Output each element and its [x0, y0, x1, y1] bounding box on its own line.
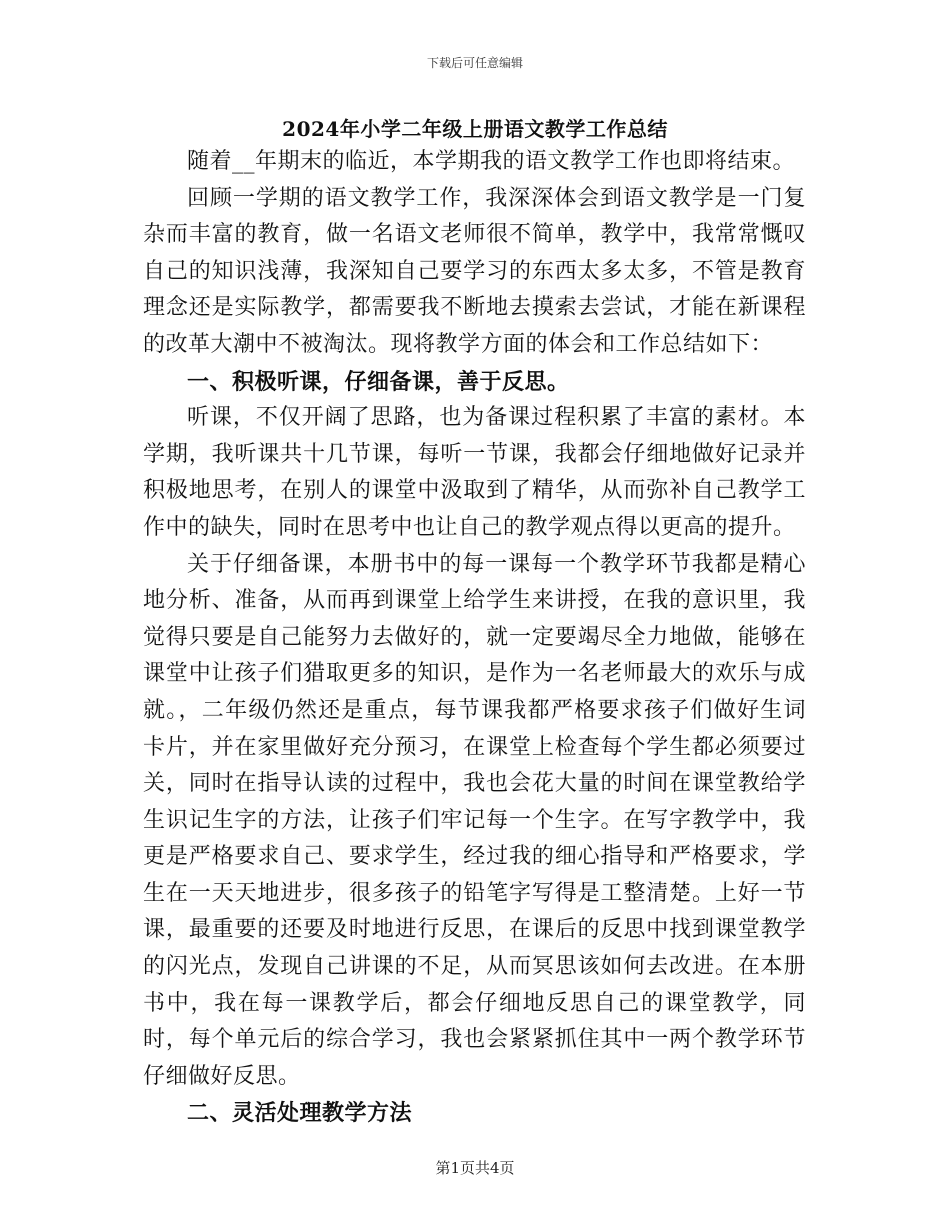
- document-title: 2024年小学二年级上册语文教学工作总结: [282, 117, 668, 141]
- intro-paragraph: 随着__年期末的临近，本学期我的语文教学工作也即将结束。: [187, 149, 796, 174]
- listening-paragraph: 听课，不仅开阔了思路，也为备课过程积累了丰富的素材。本学期，我听课共十几节课，每听一节课，我都会仔细地做好记录并积极地思考，在别人的课堂中汲取到了精华，从而弥补自己教学工作中的缺失，同时在思考中也让自己的教学观点得以更高的提升。: [143, 405, 806, 540]
- page-footer: 第1页共4页: [435, 1159, 515, 1177]
- document-body: [143, 144, 806, 1132]
- header-note: 下载后可任意编辑: [426, 56, 523, 70]
- review-paragraph: 回顾一学期的语文教学工作，我深深体会到语文教学是一门复杂而丰富的教育，做一名语文老师很不简单，教学中，我常常慨叹自己的知识浅薄，我深知自己要学习的东西太多太多，不管是教育理念还是实际教学，都需要我不断地去摸索去尝试，才能在新课程的改革大潮中不被淘汰。现将教学方面的体会和工作总结如下：: [143, 185, 806, 357]
- section-heading-1: 一、积极听课，仔细备课，善于反思。: [187, 368, 570, 395]
- preparation-paragraph: 关于仔细备课，本册书中的每一课每一个教学环节我都是精心地分析、准备，从而再到课堂上给学生来讲授，在我的意识里，我觉得只要是自己能努力去做好的，就一定要竭尽全力地做，能够在课堂中让孩子们猎取更多的知识，是作为一名老师最大的欢乐与成就。，二年级仍然还是重点，每节课我都严格要求孩子们做好生词卡片，并在家里做好充分预习，在课堂上检查每个学生都必须要过关，同时在指导认读的过程中，我也会花大量的时间在课堂教给学生识记生字的方法，让孩子们牢记每一个生字。在写字教学中，我更是严格要求自己、要求学生，经过我的细心指导和严格要求，学生在一天天地进步，很多孩子的铅笔字写得是工整清楚。上好一节课，最重要的还要及时地进行反思，在课后的反思中找到课堂教学的闪光点，发现自己讲课的不足，从而冥思该如何去改进。在本册书中，我在每一课教学后，都会仔细地反思自己的课堂教学，同时，每个单元后的综合学习，我也会紧紧抓住其中一两个教学环节仔细做好反思。: [143, 551, 806, 1089]
- section-heading-2: 二、灵活处理教学方法: [187, 1100, 413, 1127]
